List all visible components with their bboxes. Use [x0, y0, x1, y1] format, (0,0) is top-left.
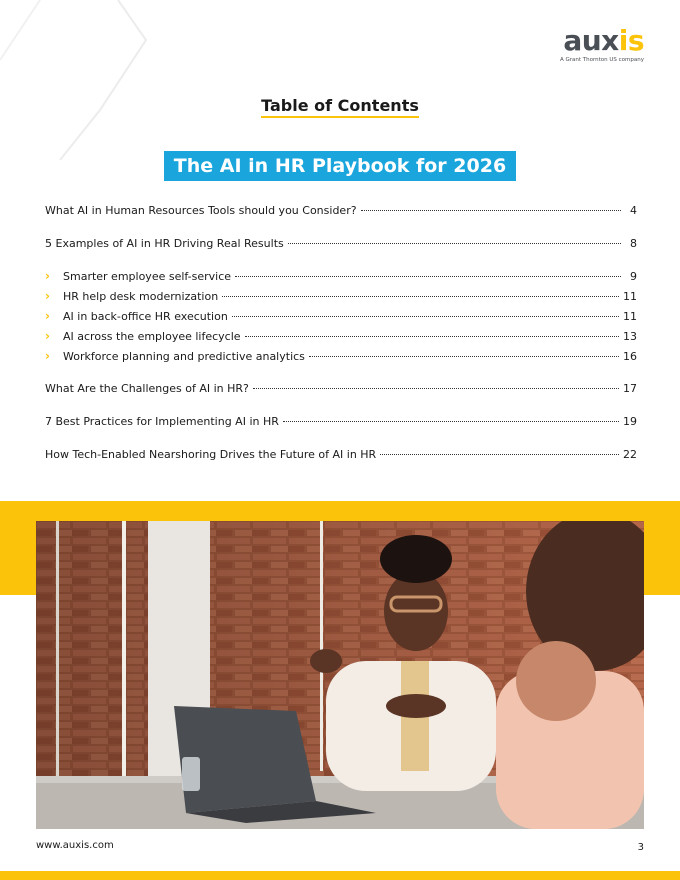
toc-entry[interactable] — [45, 382, 637, 396]
toc-entry-title: 5 Examples of AI in HR Driving Real Results — [45, 237, 284, 250]
chevron-right-icon: › — [45, 269, 50, 283]
toc-entry-page: 4 — [630, 204, 637, 217]
toc-entry-title: Workforce planning and predictive analytics — [63, 350, 305, 363]
toc-heading-text: Table of Contents — [261, 96, 419, 118]
toc-entry-page: 11 — [623, 290, 637, 303]
toc-leader-dots — [361, 210, 621, 211]
bottom-yellow-strip — [0, 871, 680, 880]
toc-subentry[interactable] — [45, 349, 637, 364]
toc-leader-dots — [309, 356, 619, 357]
footer-page-number: 3 — [637, 842, 644, 853]
toc-entry[interactable] — [45, 415, 637, 429]
photo-illustration — [36, 521, 644, 829]
playbook-title: The AI in HR Playbook for 2026 — [164, 151, 516, 181]
toc-leader-dots — [380, 454, 619, 455]
toc-entry[interactable] — [45, 237, 637, 251]
logo-word-part2: is — [618, 24, 644, 57]
chevron-right-icon: › — [45, 309, 50, 323]
toc-entry-title: Smarter employee self-service — [63, 270, 232, 283]
toc-leader-dots — [253, 388, 619, 389]
toc-subentry[interactable] — [45, 269, 637, 284]
toc-subentry[interactable] — [45, 289, 637, 304]
toc-leader-dots — [235, 276, 621, 277]
toc-entry-page: 13 — [623, 330, 637, 343]
toc-leader-dots — [288, 243, 621, 244]
toc-entry-title: AI across the employee lifecycle — [63, 330, 241, 343]
chevron-right-icon: › — [45, 329, 50, 343]
playbook-title-banner — [0, 151, 680, 181]
toc-subentry[interactable] — [45, 309, 637, 324]
chevron-right-icon: › — [45, 289, 50, 303]
toc-entry[interactable] — [45, 448, 637, 462]
office-meeting-photo — [36, 521, 644, 829]
toc-entry[interactable] — [45, 204, 637, 218]
logo-word-part1: aux — [563, 24, 619, 57]
toc-entry-page: 16 — [623, 350, 637, 363]
toc-entry-title: HR help desk modernization — [63, 290, 219, 303]
toc-subentry[interactable] — [45, 329, 637, 344]
toc-entry-page: 8 — [630, 237, 637, 250]
toc-entry-title: What AI in Human Resources Tools should you Consider? — [45, 204, 357, 217]
toc-leader-dots — [232, 316, 619, 317]
toc-entry-page: 11 — [623, 310, 637, 323]
footer-website-link[interactable]: www.auxis.com — [36, 840, 114, 851]
toc-entry-title: AI in back-office HR execution — [63, 310, 228, 323]
logo-tagline: A Grant Thornton US company — [559, 57, 644, 63]
toc-entry-page: 9 — [630, 270, 637, 283]
toc-entry-page: 22 — [623, 448, 637, 461]
toc-leader-dots — [283, 421, 619, 422]
toc-entry-title: How Tech-Enabled Nearshoring Drives the Future of AI in HR — [45, 448, 377, 461]
toc-heading — [0, 96, 680, 115]
toc-leader-dots — [222, 296, 619, 297]
toc-entry-page: 19 — [623, 415, 637, 428]
chevron-right-icon: › — [45, 349, 50, 363]
toc-entry-title: What Are the Challenges of AI in HR? — [45, 382, 249, 395]
toc-leader-dots — [245, 336, 619, 337]
decorative-chevron-lines — [0, 0, 160, 160]
logo-wordmark — [560, 26, 644, 56]
toc-entry-title: 7 Best Practices for Implementing AI in HR — [45, 415, 279, 428]
auxis-logo — [560, 26, 644, 63]
toc-entry-page: 17 — [623, 382, 637, 395]
